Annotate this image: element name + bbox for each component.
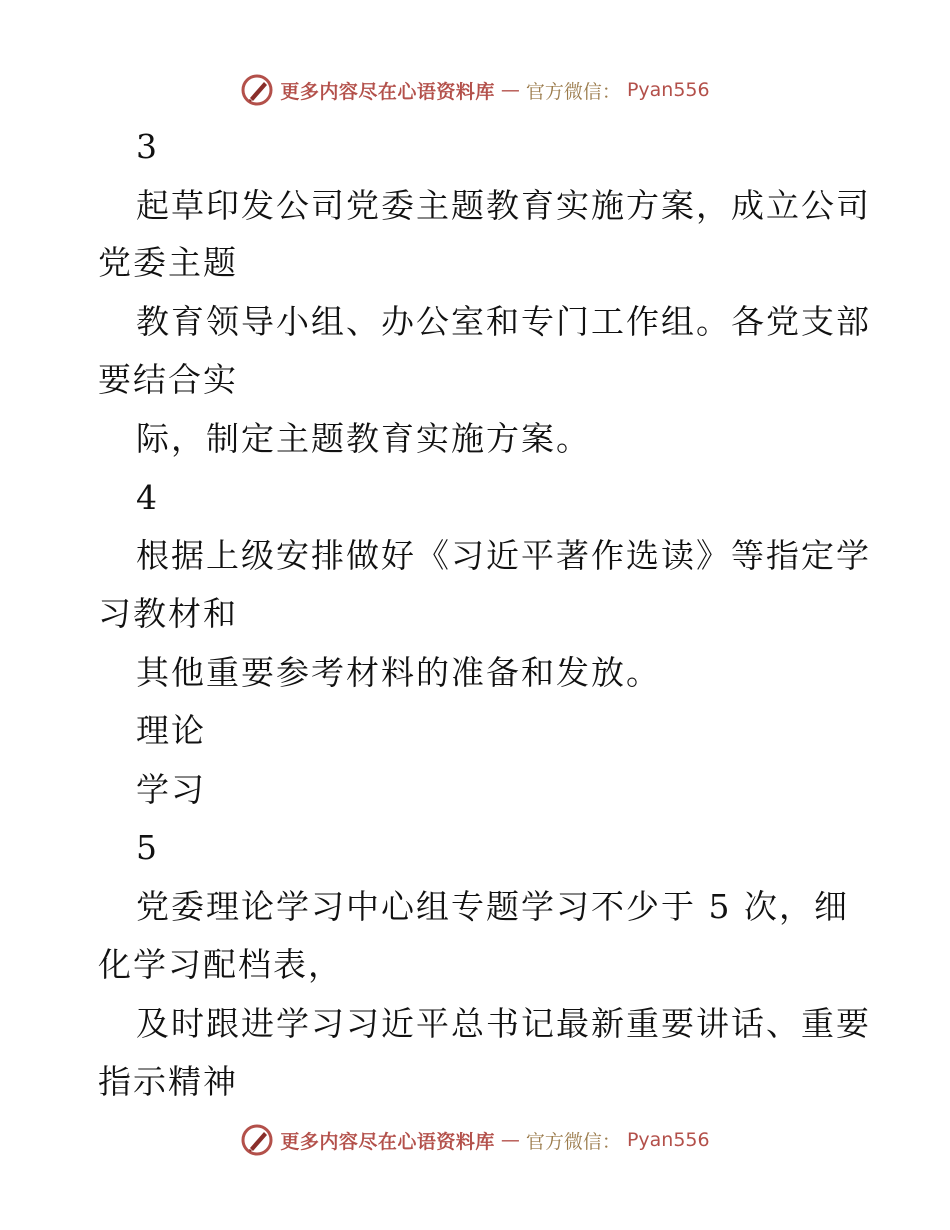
- text-line: 习教材和: [98, 594, 238, 633]
- text-line: 其他重要参考材料的准备和发放。: [136, 653, 661, 692]
- text-line: 要结合实: [98, 360, 238, 399]
- footer-watermark: [0, 1120, 950, 1160]
- watermark-wechat-id: Pyan556: [626, 79, 710, 101]
- text-line: 党委理论学习中心组专题学习不少于 5 次，细: [136, 887, 849, 926]
- text-line: 指示精神: [98, 1062, 238, 1101]
- text-line: 际，制定主题教育实施方案。: [136, 419, 591, 458]
- text-line: 4: [136, 478, 159, 517]
- text-line: 5: [136, 828, 159, 867]
- text-line: 教育领导小组、办公室和专门工作组。各党支部: [136, 302, 871, 341]
- text-line: 化学习配档表，: [98, 945, 343, 984]
- watermark-wechat-id: Pyan556: [626, 1129, 710, 1151]
- text-line: 党委主题: [98, 243, 238, 282]
- watermark-dash: —: [500, 79, 520, 101]
- watermark-sub-text: 官方微信：: [525, 80, 621, 103]
- text-line: 及时跟进学习习近平总书记最新重要讲话、重要: [136, 1004, 871, 1043]
- text-line: 3: [136, 127, 159, 166]
- text-line: 理论: [136, 711, 206, 750]
- watermark-dash: —: [500, 1129, 520, 1151]
- red-pen-seal-icon: [240, 1123, 274, 1157]
- text-line: 起草印发公司党委主题教育实施方案，成立公司: [136, 186, 871, 225]
- watermark-main-text: 更多内容尽在心语资料库: [280, 80, 495, 103]
- text-line: 根据上级安排做好《习近平著作选读》等指定学: [136, 536, 871, 575]
- watermark-sub-text: 官方微信：: [525, 1130, 621, 1153]
- text-line: 学习: [136, 770, 206, 809]
- watermark-main-text: 更多内容尽在心语资料库: [280, 1130, 495, 1153]
